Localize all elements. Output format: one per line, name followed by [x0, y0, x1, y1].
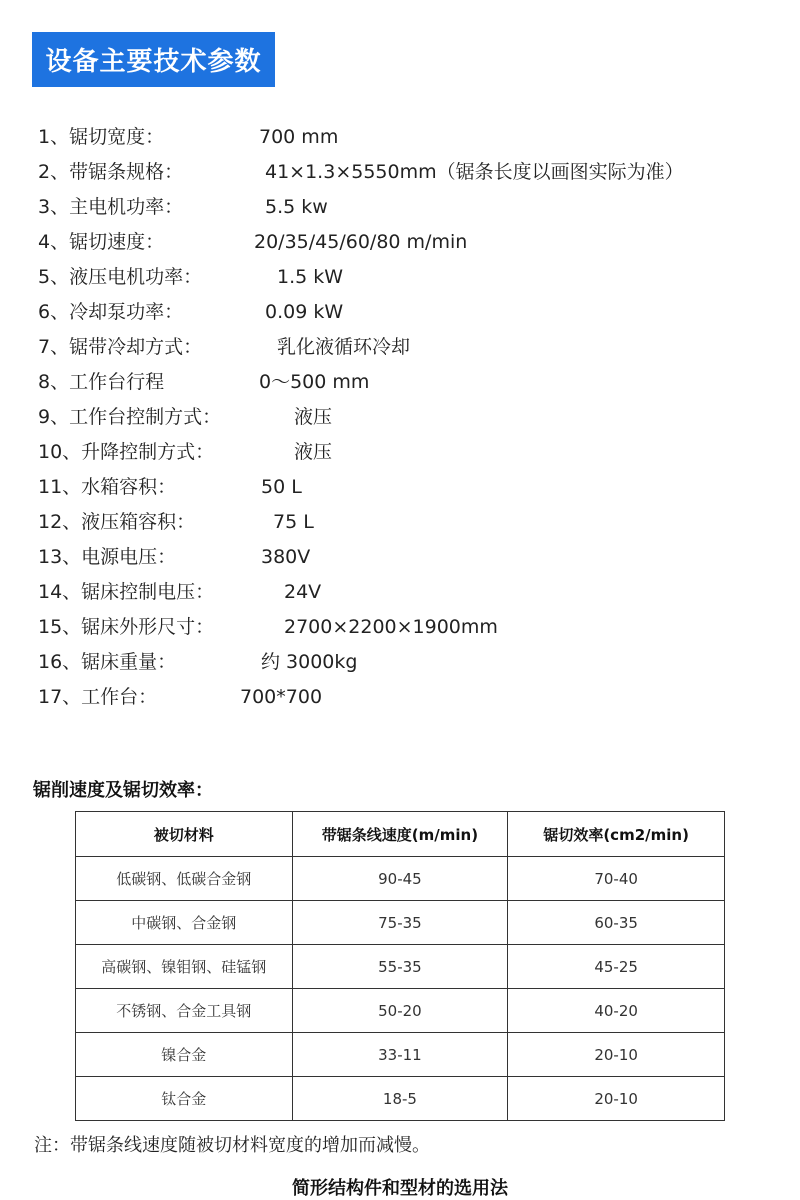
spec-value: 5.5 kw [265, 196, 328, 218]
table-cell: 70-40 [508, 857, 725, 901]
spec-row [38, 260, 778, 295]
spec-label: 2、带锯条规格： [38, 161, 184, 183]
spec-row [38, 470, 778, 505]
spec-value: 1.5 kW [277, 266, 344, 288]
table-row [76, 901, 725, 945]
table-row [76, 945, 725, 989]
spec-label: 8、工作台行程 [38, 371, 165, 393]
spec-label: 4、锯切速度： [38, 231, 165, 253]
table-cell: 20-10 [508, 1033, 725, 1077]
table-cell: 90-45 [292, 857, 508, 901]
spec-value: 20/35/45/60/80 m/min [254, 231, 468, 253]
spec-row [38, 295, 778, 330]
spec-row [38, 680, 778, 715]
table-cell: 18-5 [292, 1077, 508, 1121]
spec-value: 约 3000kg [261, 651, 358, 673]
spec-row [38, 330, 778, 365]
efficiency-heading: 锯削速度及锯切效率： [33, 780, 213, 801]
table-cell: 50-20 [292, 989, 508, 1033]
spec-row [38, 365, 778, 400]
spec-value: 24V [284, 581, 322, 603]
page-title: 设备主要技术参数 [32, 32, 275, 87]
column-header-speed: 带锯条线速度(m/min) [292, 812, 508, 857]
column-header-material: 被切材料 [76, 812, 293, 857]
spec-value: 液压 [294, 441, 333, 463]
spec-value: 2700×2200×1900mm [284, 616, 498, 638]
spec-label: 14、锯床控制电压： [38, 581, 215, 603]
table-cell: 60-35 [508, 901, 725, 945]
table-cell: 75-35 [292, 901, 508, 945]
spec-row [38, 610, 778, 645]
spec-value: 75 L [273, 511, 314, 533]
spec-label: 6、冷却泵功率： [38, 301, 184, 323]
table-row [76, 857, 725, 901]
spec-value: 700 mm [259, 126, 339, 148]
spec-label: 12、液压箱容积： [38, 511, 196, 533]
column-header-efficiency: 锯切效率(cm2/min) [508, 812, 725, 857]
spec-row [38, 540, 778, 575]
spec-value: 380V [261, 546, 311, 568]
table-row [76, 1033, 725, 1077]
table-cell: 55-35 [292, 945, 508, 989]
table-cell: 不锈钢、合金工具钢 [76, 989, 293, 1033]
efficiency-table [75, 811, 725, 1121]
spec-row [38, 575, 778, 610]
spec-label: 10、升降控制方式： [38, 441, 215, 463]
table-cell: 中碳钢、合金钢 [76, 901, 293, 945]
spec-value: 41×1.3×5550mm（锯条长度以画图实际为准） [265, 161, 684, 183]
table-cell: 钛合金 [76, 1077, 293, 1121]
spec-row [38, 190, 778, 225]
table-cell: 20-10 [508, 1077, 725, 1121]
spec-label: 15、锯床外形尺寸： [38, 616, 215, 638]
spec-value: 50 L [261, 476, 302, 498]
spec-row [38, 120, 778, 155]
spec-label: 7、锯带冷却方式： [38, 336, 203, 358]
spec-value: 0～500 mm [259, 371, 370, 393]
spec-label: 5、液压电机功率： [38, 266, 203, 288]
spec-list [38, 120, 778, 715]
table-cell: 低碳钢、低碳合金钢 [76, 857, 293, 901]
table-cell: 40-20 [508, 989, 725, 1033]
table-header-row [76, 812, 725, 857]
footnote: 注：带锯条线速度随被切材料宽度的增加而减慢。 [34, 1135, 430, 1156]
table-cell: 高碳钢、镍钼钢、硅锰钢 [76, 945, 293, 989]
spec-label: 13、电源电压： [38, 546, 177, 568]
spec-row [38, 155, 778, 190]
spec-value: 700*700 [240, 686, 323, 708]
spec-row [38, 225, 778, 260]
spec-value: 液压 [294, 406, 333, 428]
spec-row [38, 505, 778, 540]
spec-value: 乳化液循环冷却 [277, 336, 411, 358]
table-row [76, 989, 725, 1033]
spec-value: 0.09 kW [265, 301, 344, 323]
spec-row [38, 435, 778, 470]
spec-label: 9、工作台控制方式： [38, 406, 222, 428]
spec-label: 17、工作台： [38, 686, 158, 708]
spec-label: 1、锯切宽度： [38, 126, 165, 148]
spec-row [38, 645, 778, 680]
next-section-heading: 简形结构件和型材的选用法 [292, 1178, 508, 1199]
table-row [76, 1077, 725, 1121]
spec-label: 3、主电机功率： [38, 196, 184, 218]
table-cell: 45-25 [508, 945, 725, 989]
spec-label: 11、水箱容积： [38, 476, 177, 498]
spec-row [38, 400, 778, 435]
spec-label: 16、锯床重量： [38, 651, 177, 673]
table-cell: 33-11 [292, 1033, 508, 1077]
table-cell: 镍合金 [76, 1033, 293, 1077]
